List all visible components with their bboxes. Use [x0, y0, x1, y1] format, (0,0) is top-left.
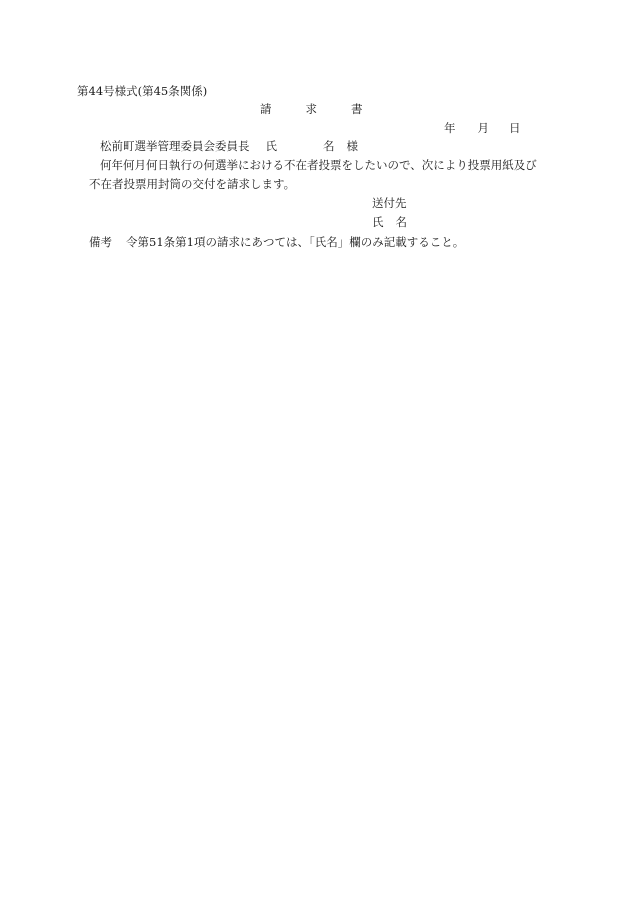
addressee-line — [100, 141, 358, 153]
name-label-mei: 名 — [395, 215, 407, 229]
addressee-mei: 名 — [323, 139, 335, 153]
date-line — [444, 123, 521, 135]
date-year: 年 — [444, 121, 456, 135]
title-char-sho: 書 — [351, 102, 363, 116]
date-day: 日 — [509, 121, 521, 135]
name-label-shi: 氏 — [372, 215, 384, 229]
date-month: 月 — [477, 121, 489, 135]
title-char-kyu: 求 — [305, 102, 317, 116]
remarks-line — [89, 237, 464, 249]
title-char-sei: 請 — [260, 102, 272, 116]
request-body-line-2: 不在者投票用封筒の交付を請求します。 — [89, 177, 296, 191]
send-to-label: 送付先 — [372, 196, 407, 210]
request-body-line-1: 何年何月何日執行の何選挙における不在者投票をしたいので、次により投票用紙及び — [100, 158, 537, 172]
document-title — [260, 104, 363, 116]
name-label — [372, 217, 407, 229]
form-number-label: 第44号様式(第45条関係) — [77, 84, 208, 98]
remarks-label: 備考 — [89, 235, 112, 249]
addressee-office: 松前町選挙管理委員会委員長 — [100, 139, 250, 153]
addressee-shi: 氏 — [265, 139, 277, 153]
remarks-text: 令第51条第1項の請求にあつては、「氏名」欄のみ記載すること。 — [126, 235, 465, 249]
addressee-honorific: 様 — [346, 139, 358, 153]
